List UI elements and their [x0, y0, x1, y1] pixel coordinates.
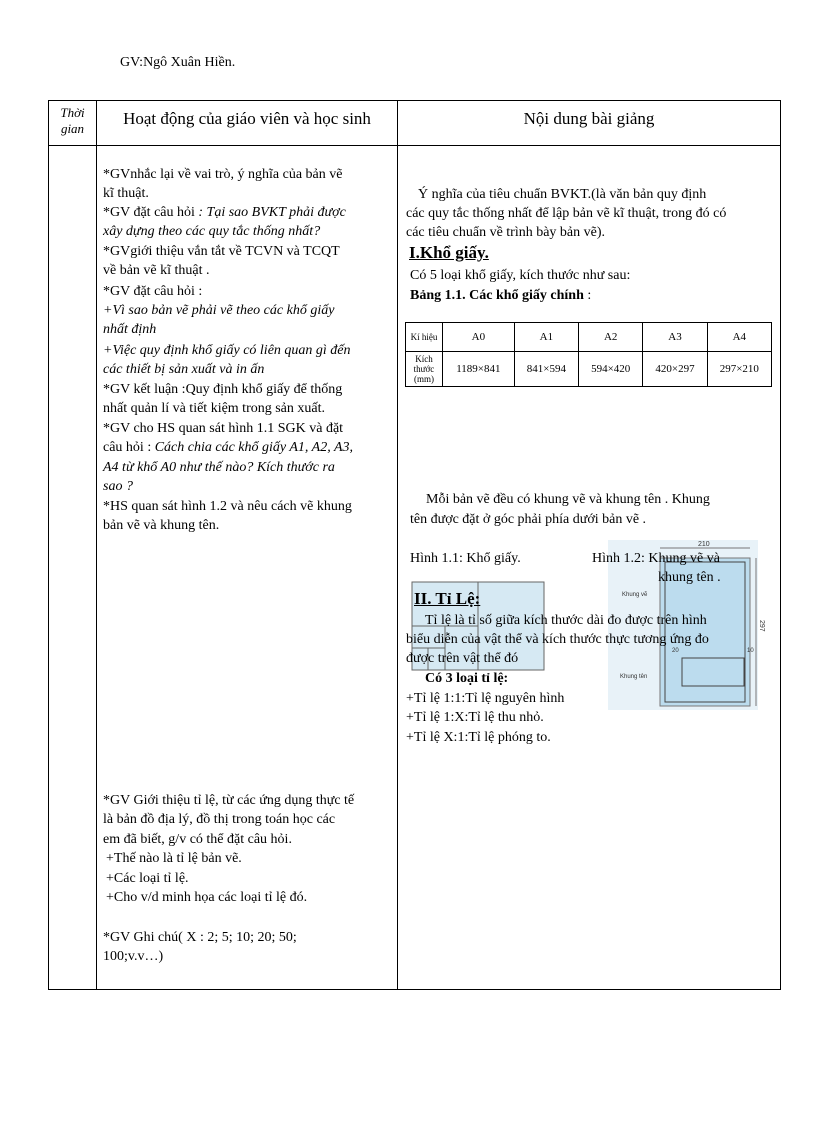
table-row — [406, 323, 772, 352]
left-line: sao ? — [103, 479, 133, 494]
table-cell: Kí hiệu — [406, 323, 443, 352]
paper-size-table — [405, 322, 772, 387]
frame-line: tên được đặt ở góc phải phía dưới bản vẽ . — [410, 512, 647, 527]
left-line: các thiết bị sản xuất và in ấn — [103, 362, 265, 377]
section1-title: I.Khổ giấy. — [409, 243, 489, 262]
left-line: nhất định — [103, 322, 157, 337]
left-line: A4 từ khổ A0 như thế nào? Kích thước ra — [103, 460, 335, 475]
left-line: *GV đặt câu hỏi : Tại sao BVKT phải được — [103, 205, 346, 220]
table-row — [406, 352, 772, 387]
left-line: +Vì sao bản vẽ phải vẽ theo các khổ giấy — [103, 303, 335, 318]
left-line: là bản đồ địa lý, đồ thị trong toán học các — [103, 812, 336, 827]
frame-line: Mỗi bản vẽ đều có khung vẽ và khung tên . Khung — [426, 492, 710, 507]
fig-label-297: 297 — [758, 620, 765, 632]
fig-label-frame: Khung vẽ — [622, 592, 648, 598]
time-cell — [49, 146, 97, 990]
table-header-row — [49, 101, 781, 146]
intro-line: các quy tắc thống nhất để lập bản vẽ kĩ thuật, trong đó có — [406, 206, 727, 221]
section2-title: II. Tỉ Lệ: — [414, 589, 481, 608]
left-line: +Thế nào là tỉ lệ bản vẽ. — [106, 851, 242, 866]
intro-line: các tiêu chuẩn về trình bày bản vẽ). — [406, 225, 606, 240]
table-cell: A3 — [643, 323, 707, 352]
header-time: Thời gian — [49, 101, 97, 146]
left-line: +Các loại tỉ lệ. — [106, 871, 189, 886]
fig-label-20: 20 — [672, 648, 679, 654]
ratio-types-title: Có 3 loại tỉ lệ: — [425, 671, 509, 686]
table-cell: 841×594 — [514, 352, 578, 387]
left-line: câu hỏi : Cách chia các khổ giấy A1, A2, A3, — [103, 440, 354, 455]
table-caption: Bảng 1.1. Các khổ giấy chính : — [410, 288, 592, 303]
left-line: *HS quan sát hình 1.2 và nêu cách vẽ khung — [103, 499, 352, 514]
left-line: +Việc quy định khổ giấy có liên quan gì đến — [103, 343, 351, 358]
left-line: *GV kết luận :Quy định khổ giấy để thống — [103, 382, 343, 397]
teacher-name: GV:Ngô Xuân Hiền. — [120, 55, 236, 70]
fig1-caption: Hình 1.1: Khổ giấy. — [410, 551, 521, 566]
left-line: *GV Ghi chú( X : 2; 5; 10; 20; 50; — [103, 930, 297, 945]
header-content: Nội dung bài giảng — [398, 101, 781, 146]
fig-label-10: 10 — [747, 648, 754, 654]
ratio-type: +Tỉ lệ 1:1:Tỉ lệ nguyên hình — [406, 691, 565, 706]
table-cell: Kích thước (mm) — [406, 352, 443, 387]
left-line: xây dựng theo các quy tắc thống nhất? — [103, 224, 321, 239]
ratio-type: +Tỉ lệ 1:X:Tỉ lệ thu nhỏ. — [406, 710, 544, 725]
table-cell: A0 — [443, 323, 515, 352]
left-line: *GVgiới thiệu vắn tắt về TCVN và TCQT — [103, 244, 340, 259]
table-cell: A2 — [579, 323, 643, 352]
table-cell: A4 — [707, 323, 771, 352]
left-line: nhất quản lí và tiết kiệm trong sản xuất. — [103, 401, 326, 416]
left-line: *GV đặt câu hỏi : — [103, 284, 203, 299]
left-line: *GV Giới thiệu tỉ lệ, từ các ứng dụng thực tế — [103, 793, 355, 808]
left-line: em đã biết, g/v có thể đặt câu hỏi. — [103, 832, 292, 847]
table-cell: 297×210 — [707, 352, 771, 387]
left-line: +Cho v/d minh họa các loại tỉ lệ đó. — [106, 890, 308, 905]
table-cell: A1 — [514, 323, 578, 352]
left-line: *GV cho HS quan sát hình 1.1 SGK và đặt — [103, 421, 344, 436]
table-cell: 420×297 — [643, 352, 707, 387]
fig2-caption: khung tên . — [658, 570, 721, 585]
ratio-type: +Tỉ lệ X:1:Tỉ lệ phóng to. — [406, 730, 551, 745]
fig-label-title: Khung tên — [620, 674, 648, 680]
left-line: bản vẽ và khung tên. — [103, 518, 220, 533]
left-line: kĩ thuật. — [103, 186, 149, 201]
section1-text: Có 5 loại khổ giấy, kích thước như sau: — [410, 268, 631, 283]
table-cell: 594×420 — [579, 352, 643, 387]
fig2-caption: Hình 1.2: Khung vẽ và — [592, 551, 720, 566]
fig-label-210: 210 — [698, 541, 710, 548]
left-line: về bản vẽ kĩ thuật . — [103, 263, 210, 278]
table-cell: 1189×841 — [443, 352, 515, 387]
left-line: 100;v.v…) — [103, 949, 164, 964]
intro-line: Ý nghĩa của tiêu chuẩn BVKT.(là văn bản quy định — [418, 187, 707, 202]
section2-line: biểu diễn của vật thể và kích thước thực tương ứng đo — [406, 632, 709, 647]
left-line: *GVnhắc lại về vai trò, ý nghĩa của bản vẽ — [103, 167, 343, 182]
section2-line: được trên vật thể đó — [406, 651, 519, 666]
header-activity: Hoạt động của giáo viên và học sinh — [97, 101, 398, 146]
section2-line: Tỉ lệ là tỉ số giữa kích thước dài đo được trên hình — [425, 613, 707, 628]
